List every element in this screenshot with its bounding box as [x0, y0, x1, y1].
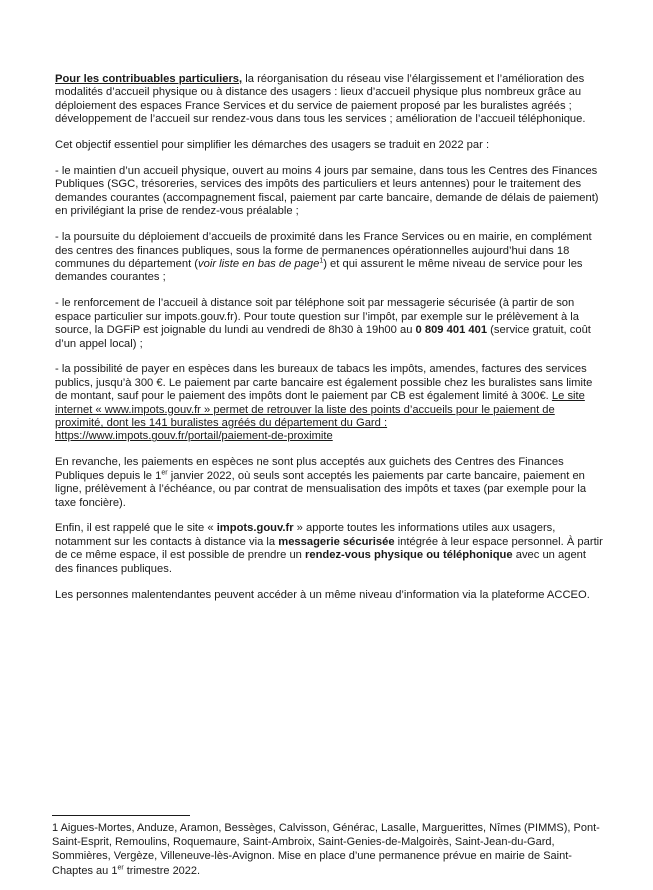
cash-paragraph	[55, 456, 603, 510]
footnote-number: 1	[52, 822, 59, 834]
reminder-text-2: » apporte toutes les informations utiles aux usagers, notamment sur les contacts à distance via la	[55, 522, 556, 548]
item-cash-payment	[55, 363, 603, 443]
item2-italic: voir liste en bas de page	[198, 257, 320, 270]
reminder-text-1: Enfin, il est rappelé que le site «	[55, 522, 217, 535]
cash-text: En revanche, les paiements en espèces ne sont plus acceptés aux guichets des Centres des Finances Publiques depuis le 1	[55, 456, 564, 482]
item2-text-end: ) et qui assurent le même niveau de service pour les demandes courantes ;	[55, 257, 583, 284]
reminder-text-3: intégrée à leur espace personnel. À partir de ce même espace, il est possible de prendre un	[55, 535, 603, 562]
footnote-sup: er	[117, 863, 124, 871]
footnote	[52, 821, 600, 878]
item4-text: - la possibilité de payer en espèces dans les bureaux de tabacs les impôts, amendes, factures des services publics, jusqu’à 300 €. Le paiement par carte bancaire est également possible chez les buralistes sans limite de montant, sauf pour le paiement des impôts dont le paiement par CB est également limité à 300€.	[55, 363, 593, 403]
footnote-text: Aigues-Mortes, Anduze, Aramon, Bessèges, Calvisson, Générac, Lasalle, Marguerittes, Nîmes (PIMMS), Pont-Saint-Esprit, Remoulins, Roquemaure, Saint-Ambroix, Saint-Genies-de-Malgoirès, Saint-Jean-du-Gard, Sommières, Vergèze, Villeneuve-lès-Avignon. Mise en place d’une permanence prévue en mairie de Saint-Chaptes au 1	[52, 822, 600, 877]
document-body	[55, 73, 603, 615]
rdv-label: rendez-vous physique ou téléphonique	[305, 549, 513, 562]
cash-sup: er	[161, 469, 168, 477]
footnote-text-end: trimestre 2022.	[123, 864, 201, 877]
item-proximity-reception	[55, 231, 603, 285]
reminder-text-4: avec un agent des finances publiques.	[55, 549, 587, 575]
cash-text-end: janvier 2022, où seuls sont acceptés les paiements par carte bancaire, paiement en ligne, prélèvement à l’échéance, ou par contrat de mensualisation des impôts et taxes (par exemple pour la taxe foncière).	[55, 469, 587, 509]
footnote-divider	[52, 815, 190, 816]
phone-number: 0 809 401 401	[415, 324, 488, 337]
item-remote-reception	[55, 297, 603, 351]
item-physical-reception: - le maintien d’un accueil physique, ouvert au moins 4 jours par semaine, dans tous les Centres des Finances Publiques (SGC, trésoreries, services des impôts des particuliers et leurs antennes) pour le traitement des demandes courantes (accompagnement fiscal, paiement par carte bancaire, demande de délais de paiement) en privilégiant la prise de rendez-vous préalable ;	[55, 165, 599, 218]
intro-paragraph	[55, 73, 603, 127]
item4-underlined: Le site internet « www.impots.gouv.fr » permet de retrouver la liste des points d’accueils pour le paiement de proximité, dont les 141 buralistes agréés du département du Gard :	[55, 390, 585, 430]
item3-text-end: (service gratuit, coût d’un appel local) ;	[55, 324, 591, 350]
item3-text: - le renforcement de l’accueil à distance soit par téléphone soit par messagerie sécurisée (à partir de son espace particulier sur impots.gouv.fr). Pour toute question sur l’impôt, par exemple sur le prélèvement à la source, la DGFiP est joignable du lundi au vendredi de 8h30 à 19h00 au	[55, 297, 579, 337]
footnote-ref[interactable]: 1	[319, 257, 324, 265]
reminder-paragraph	[55, 522, 603, 576]
intro-text: la réorganisation du réseau vise l’élargissement et l’amélioration des modalités d’accueil physique ou à distance des usagers : lieux d’accueil physique plus nombreux grâce au déploiement des espaces France Services et du service de paiement proposé par les buralistes agréés ; développement de l’accueil sur rendez-vous dans tous les services ; amélioration de l’accueil téléphonique.	[55, 73, 586, 126]
intro-lead: Pour les contribuables particuliers,	[55, 73, 243, 85]
objective-paragraph: Cet objectif essentiel pour simplifier les démarches des usagers se traduit en 2022 par :	[55, 139, 490, 152]
acceo-paragraph: Les personnes malentendantes peuvent accéder à un même niveau d’information via la plateforme ACCEO.	[55, 588, 590, 601]
item2-text: - la poursuite du déploiement d’accueils de proximité dans les France Services ou en mairie, en complément des centres des finances publiques, sous la forme de permanences opérationnelles aujourd’hui dans 18 communes du département (	[55, 231, 592, 270]
paiement-proximite-link[interactable]: https://www.impots.gouv.fr/portail/paiement-de-proximite	[55, 430, 333, 443]
site-name: impots.gouv.fr	[216, 522, 294, 535]
messagerie-label: messagerie sécurisée	[278, 535, 395, 548]
